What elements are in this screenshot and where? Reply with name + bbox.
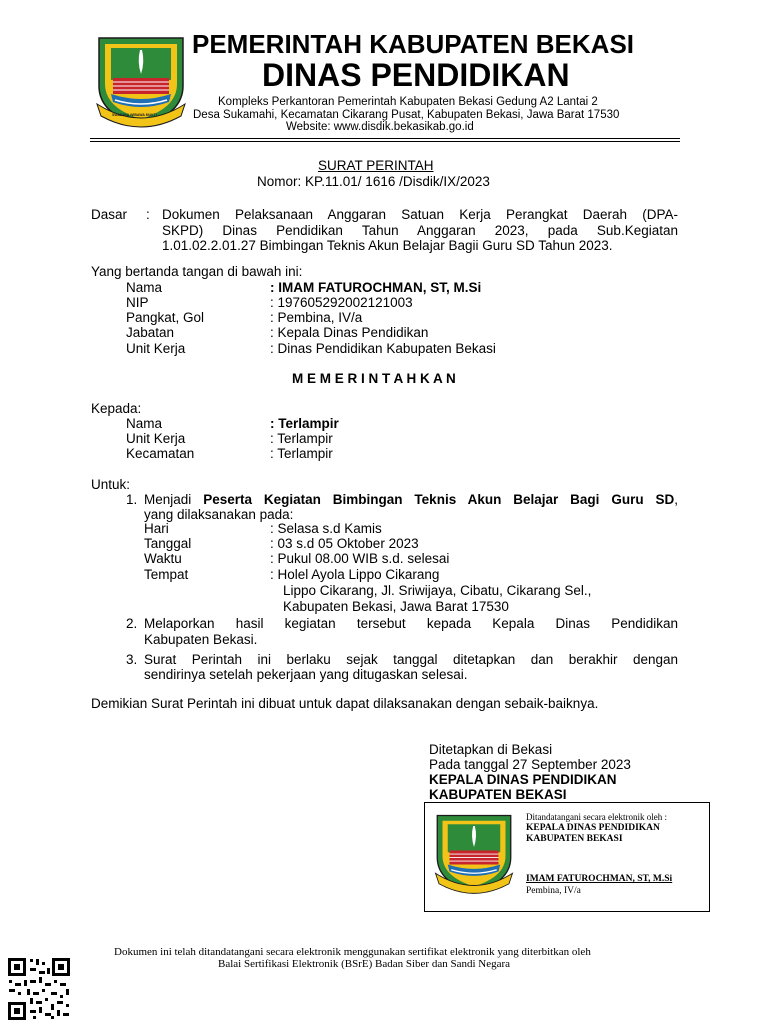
- signer-nip-value: : 197605292002121003: [270, 295, 413, 310]
- e-signature-title-1: KEPALA DINAS PENDIDIKAN: [526, 823, 660, 833]
- item-1-activity: Peserta Kegiatan Bimbingan Teknis Akun Belajar Bagi Guru SD: [203, 492, 675, 507]
- dasar-line-1: Dokumen Pelaksanaan Anggaran Satuan Kerja Perangkat Daerah (DPA-: [162, 207, 678, 222]
- verification-qr-code: [6, 956, 72, 1022]
- letterhead-divider: [90, 138, 680, 139]
- detail-time-label: Waktu: [144, 551, 182, 566]
- sign-place: Ditetapkan di Bekasi: [429, 742, 553, 757]
- signer-unit-value: : Dinas Pendidikan Kabupaten Bekasi: [270, 341, 496, 356]
- item-1-line-2: yang dilaksanakan pada:: [144, 507, 294, 522]
- sign-date: Pada tanggal 27 September 2023: [429, 757, 631, 772]
- signer-nip-label: NIP: [126, 295, 149, 310]
- sign-title-1: KEPALA DINAS PENDIDIKAN: [429, 772, 617, 787]
- detail-date-label: Tanggal: [144, 536, 192, 551]
- kepada-label: Kepada:: [91, 401, 142, 416]
- address-line-2: Desa Sukamahi, Kecamatan Cikarang Pusat, Kabupaten Bekasi, Jawa Barat 17530: [193, 109, 620, 121]
- command-heading: M E M E R I N T A H K A N: [292, 371, 456, 386]
- signer-intro: Yang bertanda tangan di bawah ini:: [91, 264, 303, 279]
- detail-date-value: : 03 s.d 05 Oktober 2023: [270, 536, 419, 551]
- item-1-number: 1.: [126, 492, 138, 507]
- detail-day-label: Hari: [144, 521, 169, 536]
- e-signature-title-2: KABUPATEN BEKASI: [526, 834, 623, 844]
- detail-place-label: Tempat: [144, 567, 189, 582]
- detail-place-value: : Holel Ayola Lippo Cikarang: [270, 567, 440, 582]
- closing-statement: Demikian Surat Perintah ini dibuat untuk dapat dilaksanakan dengan sebaik-baiknya.: [91, 696, 599, 711]
- signer-position-value: : Kepala Dinas Pendidikan: [270, 325, 429, 340]
- website: Website: www.disdik.bekasikab.go.id: [286, 121, 474, 133]
- untuk-label: Untuk:: [91, 477, 131, 492]
- dasar-line-3: 1.01.02.2.01.27 Bimbingan Teknis Akun Belajar Bagii Guru SD Tahun 2023.: [162, 238, 613, 253]
- signer-name-label: Nama: [126, 280, 163, 295]
- government-name: PEMERINTAH KABUPATEN BEKASI: [192, 29, 635, 59]
- emblem-motto: SWADAYA WIBAWA MUKTI: [112, 113, 157, 117]
- detail-time-value: : Pukul 08.00 WIB s.d. selesai: [270, 551, 450, 566]
- item-2-number: 2.: [126, 616, 138, 631]
- kepada-unit-label: Unit Kerja: [126, 431, 186, 446]
- kepada-district-label: Kecamatan: [126, 446, 195, 461]
- letterhead-divider-thin: [90, 141, 680, 142]
- item-3-line-2: sendirinya setelah pekerjaan yang ditugaskan selesai.: [144, 667, 468, 682]
- kepada-unit-value: : Terlampir: [270, 431, 333, 446]
- letter-number: Nomor: KP.11.01/ 1616 /Disdik/IX/2023: [257, 174, 490, 189]
- footer-line-1: Dokumen ini telah ditandatangani secara elektronik menggunakan sertifikat elektronik yang diterbitkan oleh: [114, 946, 591, 958]
- detail-day-value: : Selasa s.d Kamis: [270, 521, 382, 536]
- e-signature-name: IMAM FATUROCHMAN, ST, M.Si: [526, 874, 673, 884]
- address-line-1: Kompleks Perkantoran Pemerintah Kabupaten Bekasi Gedung A2 Lantai 2: [218, 96, 598, 108]
- e-signature-intro: Ditandatangani secara elektronik oleh :: [526, 812, 667, 822]
- kepada-name-value: : Terlampir: [270, 416, 339, 431]
- e-signature-emblem: [432, 812, 516, 896]
- item-3-number: 3.: [126, 652, 138, 667]
- signer-rank-value: : Pembina, IV/a: [270, 310, 363, 325]
- item-3-line-1: Surat Perintah ini berlaku sejak tanggal ditetapkan dan berakhir dengan: [144, 652, 678, 667]
- department-name: DINAS PENDIDIKAN: [262, 57, 570, 93]
- detail-address-1: Lippo Cikarang, Jl. Sriwijaya, Cibatu, Cikarang Sel.,: [283, 583, 592, 598]
- dasar-line-2: SKPD) Dinas Pendidikan Tahun Anggaran 2023, pada Sub.Kegiatan: [162, 223, 678, 238]
- e-signature-rank: Pembina, IV/a: [526, 886, 581, 896]
- detail-address-2: Kabupaten Bekasi, Jawa Barat 17530: [283, 599, 509, 614]
- dasar-label: Dasar: [91, 207, 128, 222]
- footer-line-2: Balai Sertifikasi Elektronik (BSrE) Badan Siber dan Sandi Negara: [218, 958, 511, 970]
- kepada-name-label: Nama: [126, 416, 163, 431]
- signer-name-value: : IMAM FATUROCHMAN, ST, M.Si: [270, 280, 482, 295]
- signer-rank-label: Pangkat, Gol: [126, 310, 205, 325]
- item-2-line-2: Kabupaten Bekasi.: [144, 632, 258, 647]
- item-1-post: ,: [674, 492, 678, 507]
- signer-unit-label: Unit Kerja: [126, 341, 186, 356]
- sign-title-2: KABUPATEN BEKASI: [429, 787, 567, 802]
- item-2-line-1: Melaporkan hasil kegiatan tersebut kepada Kepala Dinas Pendidikan: [144, 616, 678, 631]
- kepada-district-value: : Terlampir: [270, 446, 333, 461]
- letter-title: SURAT PERINTAH: [318, 158, 434, 173]
- item-1-pre: Menjadi: [144, 492, 204, 507]
- dasar-colon: :: [146, 207, 150, 222]
- signer-position-label: Jabatan: [126, 325, 175, 340]
- item-1-line-1: [144, 492, 678, 508]
